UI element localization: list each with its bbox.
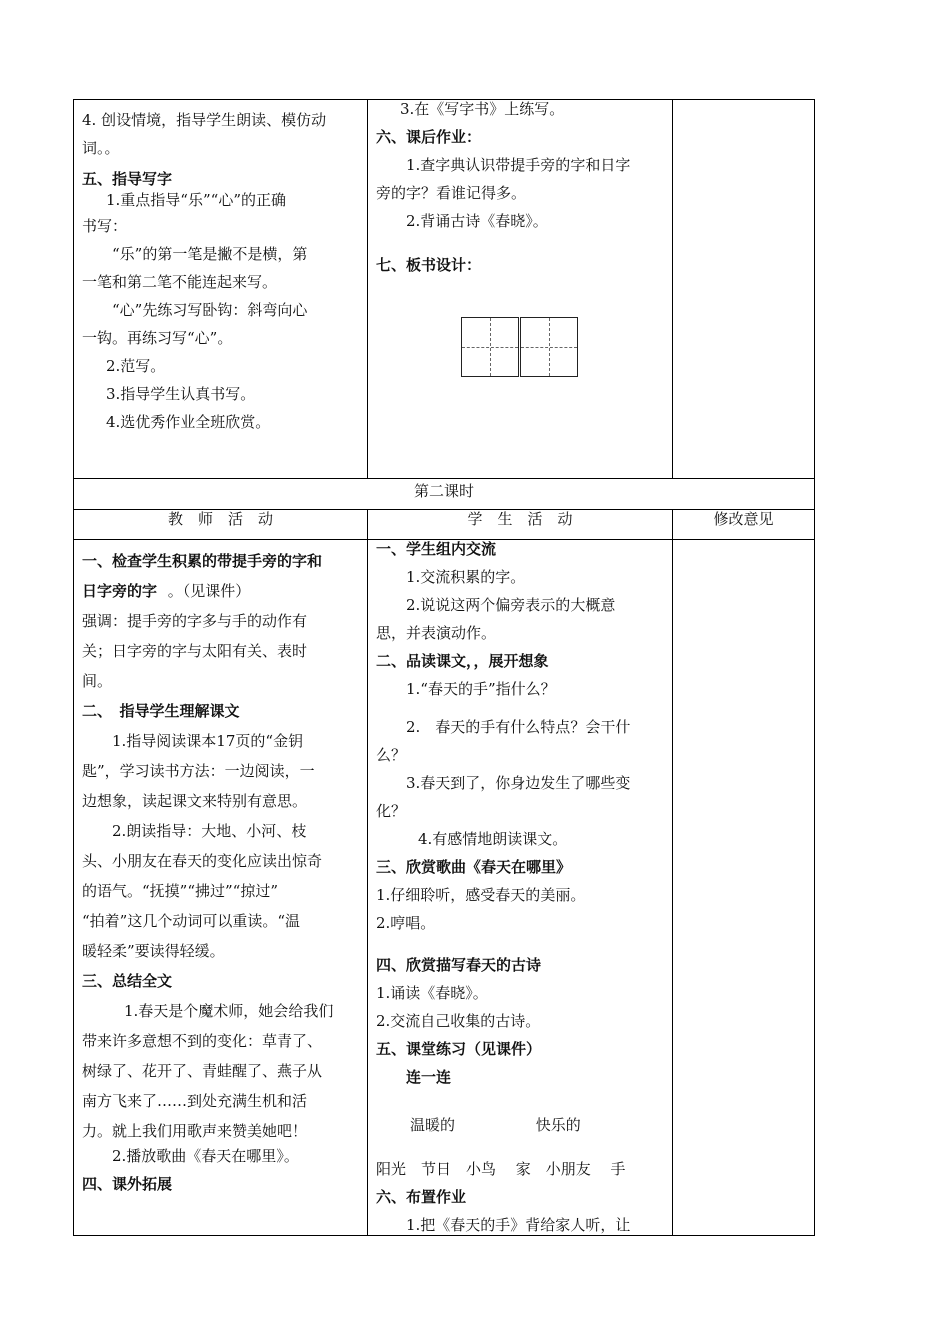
matching-adjectives <box>376 1111 668 1139</box>
text-line: 词。。 <box>82 139 120 157</box>
text-line: 暖轻柔”要读得轻缓。 <box>82 942 225 960</box>
section-heading: 六、课后作业： <box>376 128 482 146</box>
text-line: 树绿了、花开了、青蛙醒了、燕子从 <box>82 1062 323 1080</box>
text-line: 强调：提手旁的字多与手的动作有 <box>82 612 308 630</box>
section-heading: 二、 指导学生理解课文 <box>82 702 240 720</box>
text-line: 思，并表演动作。 <box>376 624 497 642</box>
text-line: 南方飞来了……到处充满生机和活 <box>82 1092 308 1110</box>
divider-col1-top <box>367 99 368 478</box>
text-line: 1.重点指导“乐”“心”的正确 <box>106 191 286 209</box>
text-line: 一钩。再练习写“心”。 <box>82 329 233 347</box>
text-line: “拍着”这几个动词可以重读。“温 <box>82 912 301 930</box>
exercise-title: 连一连 <box>406 1068 452 1086</box>
text-line: 书写： <box>82 217 128 235</box>
text-line: 旁的字？看谁记得多。 <box>376 184 527 202</box>
section-heading: 三、总结全文 <box>82 972 173 990</box>
text-line: 1.诵读《春晓》。 <box>376 984 488 1002</box>
text-line: 么？ <box>376 746 407 764</box>
grid-guide-horizontal <box>521 347 577 348</box>
top-teacher-cell <box>82 106 362 436</box>
writing-grid-box <box>520 317 578 377</box>
section-heading: 四、课外拓展 <box>82 1175 173 1193</box>
section-heading: 三、欣赏歌曲《春天在哪里》 <box>376 858 572 876</box>
header-revision-notes: 修改意见 <box>713 510 774 528</box>
text-line: 1.把《春天的手》背给家人听，让 <box>406 1216 631 1234</box>
text-line: 匙”，学习读书方法：一边阅读，一 <box>82 762 315 780</box>
text-line: 头、小朋友在春天的变化应读出惊奇 <box>82 852 323 870</box>
text-line: 4. 创设情境，指导学生朗读、模仿动 <box>82 111 327 129</box>
text-line: 2. 春天的手有什么特点？会干什 <box>406 718 631 736</box>
text-line: 力。就上我们用歌声来赞美她吧！ <box>82 1122 308 1140</box>
text-line: 2.朗读指导：大地、小河、枝 <box>112 822 307 840</box>
section-title: 第二课时 <box>413 482 474 500</box>
text-line: 3.指导学生认真书写。 <box>106 385 256 403</box>
text-line: 关；日字旁的字与太阳有关、表时 <box>82 642 308 660</box>
section-heading: 二、品读课文，，展开想象 <box>376 652 549 670</box>
header-student-activity: 学 生 活 动 <box>467 510 573 528</box>
section-heading: 六、布置作业 <box>376 1188 467 1206</box>
text-line: 带来许多意想不到的变化：草青了、 <box>82 1032 323 1050</box>
text-line: 1.查字典认识带提手旁的字和日字 <box>406 156 631 174</box>
text-line: 3.在《写字书》上练写。 <box>400 100 565 118</box>
text-line: 边想象，读起课文来特别有意思。 <box>82 792 308 810</box>
table-border-left <box>73 99 74 1236</box>
text-line: 化？ <box>376 802 407 820</box>
section-heading: 五、指导写字 <box>82 170 173 188</box>
header-teacher-activity: 教 师 活 动 <box>167 510 273 528</box>
text-line: 1.仔细聆听，感受春天的美丽。 <box>376 886 586 904</box>
text-line: 2.说说这两个偏旁表示的大概意 <box>406 596 616 614</box>
text-line: 3.春天到了，你身边发生了哪些变 <box>406 774 631 792</box>
text-line: 4.有感情地朗读课文。 <box>418 830 568 848</box>
matching-nouns: 阳光 节日 小鸟 家 小朋友 手 <box>376 1160 626 1178</box>
table-border-right <box>814 99 815 1236</box>
text-line: “乐”的第一笔是撇不是横，第 <box>112 245 308 263</box>
bottom-teacher-cell <box>82 546 364 1202</box>
text-line: 4.选优秀作业全班欣赏。 <box>106 413 271 431</box>
text-line: 的语气。“抚摸”“拂过”“掠过” <box>82 882 279 900</box>
section-heading: 一、学生组内交流 <box>376 540 497 558</box>
text-line: 一笔和第二笔不能连起来写。 <box>82 273 278 291</box>
see-courseware-note: 。（见课件） <box>167 582 251 600</box>
writing-grid-box <box>461 317 519 377</box>
grid-guide-horizontal <box>462 347 518 348</box>
section-heading: 四、欣赏描写春天的古诗 <box>376 956 542 974</box>
section-heading: 五、课堂练习（见课件） <box>376 1040 542 1058</box>
match-word: 快乐的 <box>535 1116 581 1134</box>
text-line: 1.“春天的手”指什么？ <box>406 680 556 698</box>
text-line <box>82 576 364 606</box>
bottom-student-cell <box>376 535 668 1239</box>
text-line: 1.交流积累的字。 <box>406 568 526 586</box>
text-line: 1.指导阅读课本17页的“金钥 <box>112 732 304 750</box>
text-line: 2.交流自己收集的古诗。 <box>376 1012 541 1030</box>
text-line: “心”先练习写卧钩：斜弯向心 <box>112 301 308 319</box>
match-word: 温暖的 <box>410 1116 456 1134</box>
top-student-cell <box>376 95 666 279</box>
text-line: 2.范写。 <box>106 357 166 375</box>
section-heading: 一、检查学生积累的带提手旁的字和 <box>82 552 323 570</box>
section-heading-continued: 日字旁的字 <box>82 582 158 600</box>
text-line: 2.播放歌曲《春天在哪里》。 <box>112 1147 299 1165</box>
text-line: 1.春天是个魔术师，她会给我们 <box>124 1002 334 1020</box>
revision-notes-cell <box>673 540 814 1235</box>
text-line: 2.哼唱。 <box>376 914 436 932</box>
text-line: 间。 <box>82 672 113 690</box>
section-heading: 七、板书设计： <box>376 256 482 274</box>
divider-col2-top <box>672 99 673 478</box>
divider-col1-bottom <box>367 509 368 1236</box>
text-line: 2.背诵古诗《春晓》。 <box>406 212 548 230</box>
